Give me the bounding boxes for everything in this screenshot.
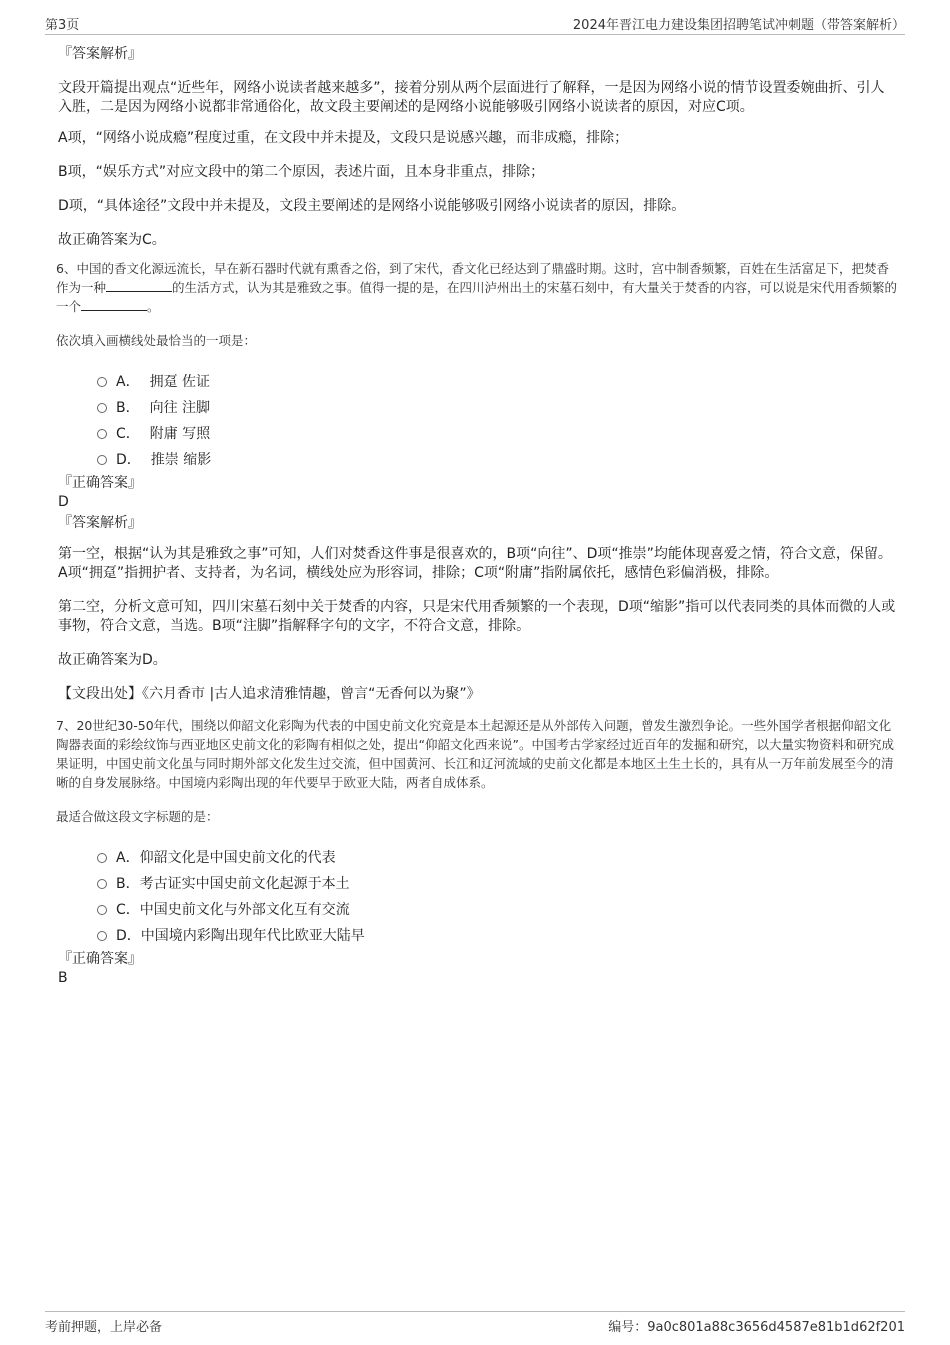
q6-source: 【文段出处】《六月香市 |古人追求清雅情趣，曾言“无香何以为聚”》 xyxy=(58,686,481,702)
option-text: 考古证实中国史前文化起源于本土 xyxy=(139,876,350,892)
option-letter: B． xyxy=(116,876,140,892)
radio-icon[interactable] xyxy=(97,905,107,915)
q6-instruction: 依次填入画横线处最恰当的一项是： xyxy=(56,333,257,348)
q6-options xyxy=(97,369,898,473)
fill-blank-2 xyxy=(81,298,147,311)
q7-stem: 7、20世纪30-50年代，围绕以仰韶文化彩陶为代表的中国史前文化究竟是本土起源还是从外部传入问题，曾发生激烈争论。一些外国学者根据仰韶文化陶器表面的彩绘纹饰与西亚地区史前文化的彩陶有相似之处，提出“仰韶文化西来说”。中国考古学家经过近百年的发掘和研究，以大量实物资料和研究成果证明，中国史前文化虽与同时期外部文化发生过交流，但中国黄河、长江和辽河流域的史前文化都是本地区土生土长的，具有从一万年前发展至今的清晰的自身发展脉络。中国境内彩陶出现的年代要早于欧亚大陆，两者自成体系。 xyxy=(56,718,894,790)
q7-answer-label: 『正确答案』 xyxy=(58,951,142,967)
q6-stem xyxy=(56,259,898,316)
q6-answer-label: 『正确答案』 xyxy=(58,475,142,491)
page-content xyxy=(56,45,898,988)
q6-answer: D xyxy=(58,494,69,510)
option-letter: A． xyxy=(116,850,140,866)
option-letter: D． xyxy=(116,928,141,944)
option-text: 中国境内彩陶出现年代比欧亚大陆早 xyxy=(140,928,365,944)
q7-options xyxy=(97,845,898,949)
q5-analysis-p4: D项，“具体途径”文段中并未提及，文段主要阐述的是网络小说能够吸引网络小说读者的原因，排除。 xyxy=(58,198,686,214)
page-header xyxy=(45,14,905,35)
radio-icon[interactable] xyxy=(97,931,107,941)
option-letter: C． xyxy=(116,902,140,918)
radio-icon[interactable] xyxy=(97,429,107,439)
q5-conclusion: 故正确答案为C。 xyxy=(58,232,166,248)
radio-icon[interactable] xyxy=(97,455,107,465)
q7-answer: B xyxy=(58,970,68,986)
q5-analysis-p1: 文段开篇提出观点“近些年，网络小说读者越来越多”，接着分别从两个层面进行了解释，一是因为网络小说的情节设置委婉曲折、引人入胜，二是因为网络小说都非常通俗化，故文段主要阐述的是网络小说能够吸引网络小说读者的原因，对应C项。 xyxy=(58,80,885,115)
q7-option-a[interactable] xyxy=(97,845,898,871)
footer-slogan: 考前押题，上岸必备 xyxy=(45,1320,163,1335)
q6-analysis-p2: 第二空，分析文意可知，四川宋墓石刻中关于焚香的内容，只是宋代用香频繁的一个表现，D项“缩影”指可以代表同类的具体而微的人或事物，符合文意，当选。B项“注脚”指解释字句的文字，不符合文意，排除。 xyxy=(58,599,896,634)
q6-option-a[interactable] xyxy=(97,369,898,395)
option-text: 仰韶文化是中国史前文化的代表 xyxy=(139,850,336,866)
q6-stem-part2: 的生活方式，认为其是雅致之事。值得一提的是，在四川泸州出土的宋墓石刻中，有大量关于焚香的内容，可以说是宋代用香频繁的一个 xyxy=(56,280,898,314)
radio-icon[interactable] xyxy=(97,853,107,863)
radio-icon[interactable] xyxy=(97,403,107,413)
q7-option-c[interactable] xyxy=(97,897,898,923)
fill-blank-1 xyxy=(106,279,172,292)
option-letter: C． xyxy=(116,426,140,442)
q6-option-b[interactable] xyxy=(97,395,898,421)
q6-stem-part3: 。 xyxy=(147,299,160,314)
q6-conclusion: 故正确答案为D。 xyxy=(58,652,167,668)
document-code: 编号：9a0c801a88c3656d4587e81b1d62f201 xyxy=(608,1320,905,1335)
option-text: 向往 注脚 xyxy=(149,400,211,416)
q7-instruction: 最适合做这段文字标题的是： xyxy=(56,809,219,824)
radio-icon[interactable] xyxy=(97,879,107,889)
q6-option-d[interactable] xyxy=(97,447,898,473)
option-letter: D． xyxy=(116,452,141,468)
q6-analysis-label: 『答案解析』 xyxy=(58,515,142,531)
q7-option-d[interactable] xyxy=(97,923,898,949)
q6-stem-part1: 6、中国的香文化源远流长，早在新石器时代就有熏香之俗，到了宋代，香文化已经达到了鼎盛时期。这时，宫中制香频繁，百姓在生活富足下，把焚香作为一种 xyxy=(56,261,889,295)
q5-analysis-p2: A项，“网络小说成瘾”程度过重，在文段中并未提及，文段只是说感兴趣，而非成瘾，排除； xyxy=(58,130,629,146)
option-letter: B． xyxy=(116,400,140,416)
q5-analysis-label: 『答案解析』 xyxy=(58,46,142,62)
document-title: 2024年晋江电力建设集团招聘笔试冲刺题（带答案解析） xyxy=(572,18,905,33)
option-text: 拥趸 佐证 xyxy=(149,374,211,390)
page-number: 第3页 xyxy=(45,18,80,33)
option-text: 中国史前文化与外部文化互有交流 xyxy=(139,902,350,918)
q6-option-c[interactable] xyxy=(97,421,898,447)
radio-icon[interactable] xyxy=(97,377,107,387)
option-letter: A． xyxy=(116,374,140,390)
page-footer xyxy=(45,1311,905,1334)
q6-analysis-p1: 第一空，根据“认为其是雅致之事”可知，人们对焚香这件事是很喜欢的，B项“向往”、D项“推崇”均能体现喜爱之情，符合文意，保留。A项“拥趸”指拥护者、支持者，为名词，横线处应为形容词，排除；C项“附庸”指附属依托，感情色彩偏消极，排除。 xyxy=(58,546,892,581)
option-text: 附庸 写照 xyxy=(149,426,211,442)
q7-option-b[interactable] xyxy=(97,871,898,897)
q5-analysis-p3: B项，“娱乐方式”对应文段中的第二个原因，表述片面，且本身非重点，排除； xyxy=(58,164,545,180)
option-text: 推崇 缩影 xyxy=(150,452,212,468)
